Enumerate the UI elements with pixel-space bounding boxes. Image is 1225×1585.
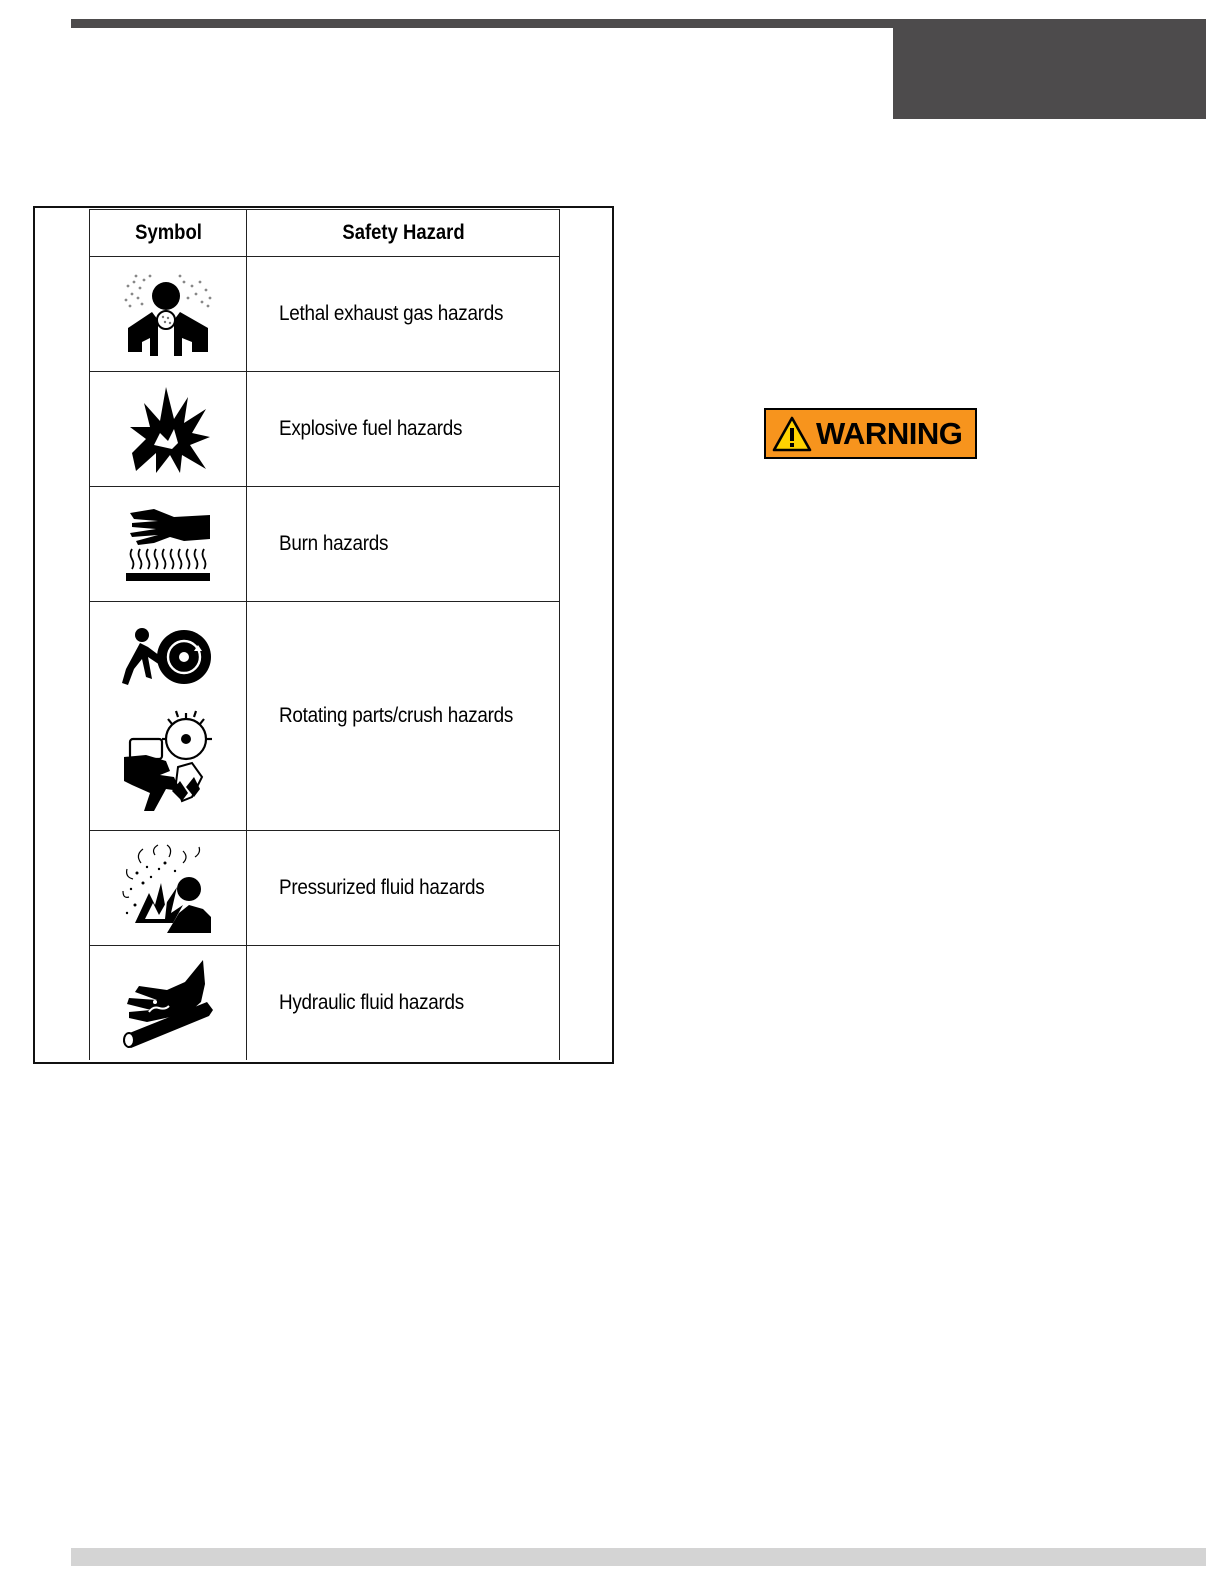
hazard-label: Burn hazards xyxy=(279,532,389,555)
symbol-cell xyxy=(90,602,247,831)
footer-rule xyxy=(71,1548,1206,1566)
symbol-cell xyxy=(90,487,247,602)
header-corner-block xyxy=(893,19,1206,119)
safety-hazard-table xyxy=(89,209,560,1060)
hazard-label: Hydraulic fluid hazards xyxy=(279,990,464,1014)
hot-surface-icon xyxy=(124,503,212,585)
warning-label xyxy=(764,408,977,459)
hazard-cell xyxy=(247,487,560,602)
table-row xyxy=(90,487,560,602)
hazard-cell xyxy=(247,831,560,946)
symbol-column-header: Symbol xyxy=(99,210,237,257)
warning-text: WARNING xyxy=(816,415,963,451)
warning-triangle-icon xyxy=(772,416,812,452)
hazard-cell xyxy=(247,257,560,372)
table-row xyxy=(90,257,560,372)
hazard-cell xyxy=(247,602,560,831)
hydraulic-fluid-icon xyxy=(121,958,215,1048)
table-row xyxy=(90,372,560,487)
hazard-column-header: Safety Hazard xyxy=(265,210,540,257)
symbol-cell xyxy=(90,257,247,372)
hazard-label: Lethal exhaust gas hazards xyxy=(279,302,504,325)
rotating-parts-icon xyxy=(120,621,216,811)
hazard-cell xyxy=(247,946,560,1060)
table-header-row xyxy=(90,210,560,257)
hazard-label: Rotating parts/crush hazards xyxy=(279,704,514,727)
symbol-cell xyxy=(90,372,247,487)
exhaust-gas-icon xyxy=(122,272,214,356)
table-row xyxy=(90,831,560,946)
hazard-cell xyxy=(247,372,560,487)
symbol-cell xyxy=(90,831,247,946)
explosion-icon xyxy=(122,383,214,475)
hazard-label: Pressurized fluid hazards xyxy=(279,876,485,899)
pressurized-fluid-icon xyxy=(121,843,215,933)
hazard-label: Explosive fuel hazards xyxy=(279,417,463,440)
table-row xyxy=(90,602,560,831)
symbol-cell xyxy=(90,946,247,1060)
table-row xyxy=(90,946,560,1060)
